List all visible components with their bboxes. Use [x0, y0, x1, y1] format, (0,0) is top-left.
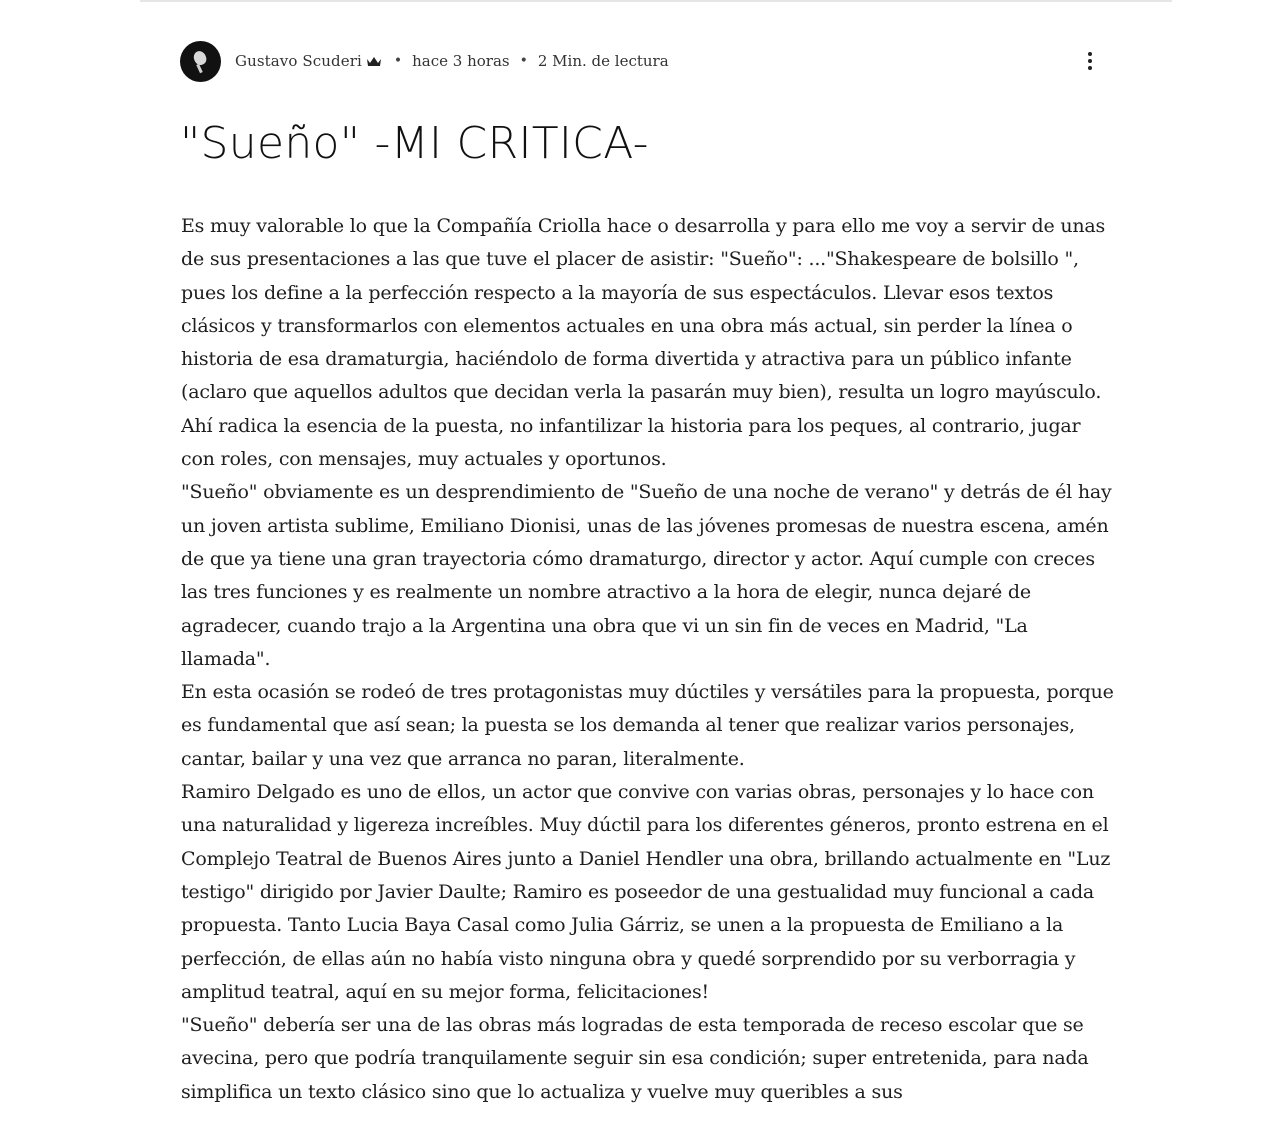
read-time: 2 Min. de lectura: [537, 52, 669, 70]
post-body: [181, 210, 1116, 1144]
post-meta-bar: [180, 40, 1100, 82]
meta-separator: •: [393, 53, 403, 69]
top-divider: [140, 0, 1172, 2]
more-options-button[interactable]: [1080, 47, 1100, 75]
post-paragraph: Es muy valorable lo que la Compañía Criolla hace o desarrolla y para ello me voy a servir de unas de sus presentaciones a las que tuve el placer de asistir: "Sueño": ..."Shakespeare de bolsillo ", pues los define a la perfección respecto a la mayoría de sus espectáculos. Llevar esos textos clásicos y transformarlos con elementos actuales en una obra más actual, sin perder la línea o historia de esa dramaturgia, haciéndolo de forma divertida y atractiva para un público infante (aclaro que aquellos adultos que decidan verla la pasarán muy bien), resulta un logro mayúsculo. Ahí radica la esencia de la puesta, no infantilizar la historia para los peques, al contrario, jugar con roles, con mensajes, muy actuales y oportunos.: [181, 215, 1106, 471]
author-avatar[interactable]: [180, 41, 221, 82]
author-name[interactable]: Gustavo Scuderi: [235, 52, 362, 70]
crown-icon: [366, 56, 382, 67]
post-paragraph: Ramiro Delgado es uno de ellos, un actor que convive con varias obras, personajes y lo hace con una naturalidad y ligereza increíbles. Muy dúctil para los diferentes géneros, pronto estrena en el Complejo Teatral de Buenos Aires junto a Daniel Hendler una obra, brillando actualmente en "Luz testigo" dirigido por Javier Daulte; Ramiro es poseedor de una gestualidad muy funcional a cada propuesta. Tanto Lucia Baya Casal como Julia Gárriz, se unen a la propuesta de Emiliano a la perfección, de ellas aún no había visto ninguna obra y quedé sorprendido por su verborragia y amplitud teatral, aquí en su mejor forma, felicitaciones!: [181, 781, 1111, 1003]
more-vertical-icon: [1088, 59, 1092, 63]
post-time: hace 3 horas: [412, 52, 510, 70]
more-vertical-icon: [1088, 52, 1092, 56]
post-paragraph: En esta ocasión se rodeó de tres protagonistas muy dúctiles y versátiles para la propuesta, porque es fundamental que así sean; la puesta se los demanda al tener que realizar varios personajes, cantar, bailar y una vez que arranca no paran, literalmente.: [181, 681, 1114, 770]
post-title: "Sueño" -MI CRITICA-: [180, 118, 649, 169]
post-paragraph: "Sueño" debería ser una de las obras más logradas de esta temporada de receso escolar que se avecina, pero que podría tranquilamente seguir sin esa condición; super entretenida, para nada simplifica un texto clásico sino que lo actualiza y vuelve muy queribles a sus: [181, 1014, 1089, 1103]
post-paragraph: "Sueño" obviamente es un desprendimiento de "Sueño de una noche de verano" y detrás de él hay un joven artista sublime, Emiliano Dionisi, unas de las jóvenes promesas de nuestra escena, amén de que ya tiene una gran trayectoria cómo dramaturgo, director y actor. Aquí cumple con creces las tres funciones y es realmente un nombre atractivo a la hora de elegir, nunca dejaré de agradecer, cuando trajo a la Argentina una obra que vi un sin fin de veces en Madrid, "La llamada".: [181, 481, 1112, 670]
more-vertical-icon: [1088, 66, 1092, 70]
meta-separator: •: [519, 53, 528, 69]
